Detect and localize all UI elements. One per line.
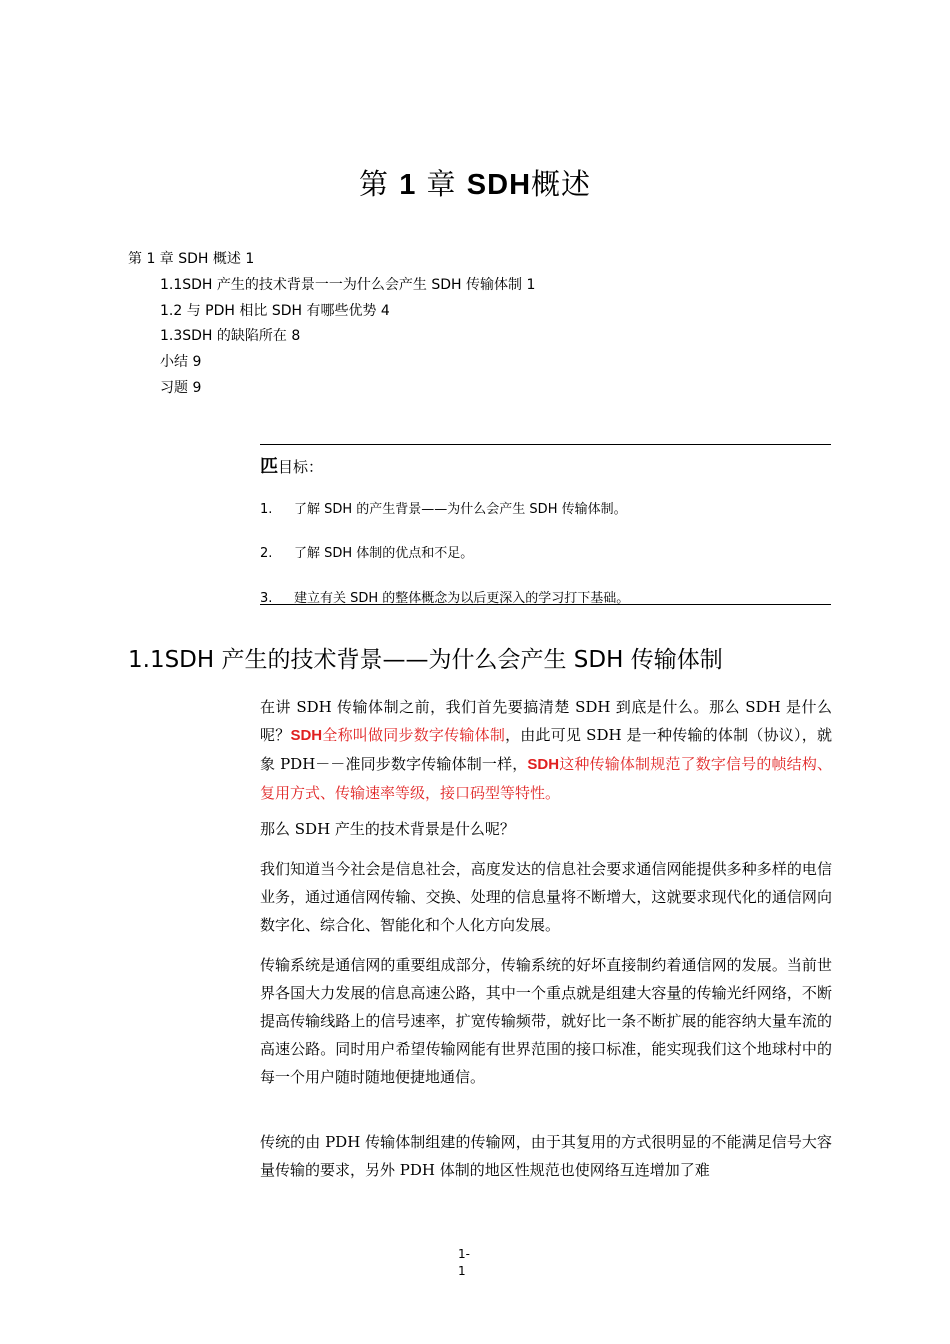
- paragraph-2: 那么 SDH 产生的技术背景是什么呢？: [260, 820, 515, 838]
- chapter-title-number: 1: [399, 169, 417, 201]
- objectives-heading-text: 目标：: [278, 458, 324, 476]
- objective-text: 了解 SDH 的产生背景——为什么会产生 SDH 传输体制。: [294, 502, 627, 517]
- objective-number: 2.: [260, 546, 273, 561]
- page-number-line-1: 1-: [458, 1247, 470, 1261]
- paragraph-1: [260, 693, 832, 807]
- objective-item: [260, 498, 627, 517]
- toc-item-1-2[interactable]: 1.2 与 PDH 相比 SDH 有哪些优势 4: [160, 303, 390, 319]
- p1-intro: 在讲 SDH 传输体制之前，我们首先要搞清楚 SDH 到底是什么。那么 SDH 是什么呢？: [260, 698, 832, 744]
- paragraph-4: 传输系统是通信网的重要组成部分，传输系统的好坏直接制约着通信网的发展。当前世界各国大力发展的信息高速公路，其中一个重点就是组建大容量的传输光纤网络，不断提高传输线路上的信号速率，扩宽传输频带，就好比一条不断扩展的能容纳大量车流的高速公路。同时用户希望传输网能有世界范围的接口标准，能实现我们这个地球村中的每一个用户随时随地便捷地通信。: [260, 956, 832, 1086]
- page-number: [458, 1246, 498, 1280]
- objectives-heading: [260, 452, 323, 478]
- toc-item-exercises[interactable]: 习题 9: [160, 380, 202, 396]
- objective-text: 建立有关 SDH 的整体概念为以后更深入的学习打下基础。: [294, 591, 630, 606]
- objective-item: [260, 542, 473, 561]
- objectives-bottom-rule: [260, 604, 831, 605]
- toc-item-chapter[interactable]: 第 1 章 SDH 概述 1: [128, 251, 255, 267]
- chapter-title-prefix: 第: [358, 167, 389, 201]
- chapter-title-mid: 章: [426, 167, 457, 201]
- p1-sdh-highlight-2: SDH: [527, 756, 560, 773]
- objectives-top-rule: [260, 444, 831, 445]
- objectives-icon: 匹: [260, 456, 278, 477]
- paragraph-3: 我们知道当今社会是信息社会，高度发达的信息社会要求通信网能提供多种多样的电信业务，通过通信网传输、交换、处理的信息量将不断增大，这就要求现代化的通信网向数字化、综合化、智能化和个人化方向发展。: [260, 860, 832, 934]
- objective-text: 了解 SDH 体制的优点和不足。: [294, 546, 474, 561]
- p1-spec-highlight: 这种传输体制规范了数字信号的帧结构、复用方式、传输速率等级，接口码型等特性。: [260, 755, 832, 802]
- objective-number: 1.: [260, 502, 273, 517]
- section-title: 1.1SDH 产生的技术背景——为什么会产生 SDH 传输体制: [128, 647, 723, 673]
- toc-item-summary[interactable]: 小结 9: [160, 354, 202, 370]
- p1-middle: ，由此可见 SDH 是一种传输的体制（协议），就象 PDH－－准同步数字传输体制一样，: [260, 726, 832, 773]
- toc-item-1-3[interactable]: 1.3SDH 的缺陷所在 8: [160, 328, 301, 344]
- chapter-title-suffix: 概述: [531, 167, 592, 201]
- paragraph-5: 传统的由 PDH 传输体制组建的传输网，由于其复用的方式很明显的不能满足信号大容量传输的要求，另外 PDH 体制的地区性规范也使网络互连增加了难: [260, 1133, 832, 1179]
- toc-item-1-1[interactable]: 1.1SDH 产生的技术背景一一为什么会产生 SDH 传输体制 1: [160, 277, 536, 293]
- chapter-title: [0, 162, 950, 203]
- objective-number: 3.: [260, 591, 273, 606]
- p1-sdh-highlight: SDH: [290, 727, 323, 744]
- chapter-title-abbr: SDH: [466, 169, 532, 201]
- page-number-line-2: 1: [458, 1264, 466, 1278]
- p1-definition-highlight: 全称叫做同步数字传输体制: [322, 726, 506, 744]
